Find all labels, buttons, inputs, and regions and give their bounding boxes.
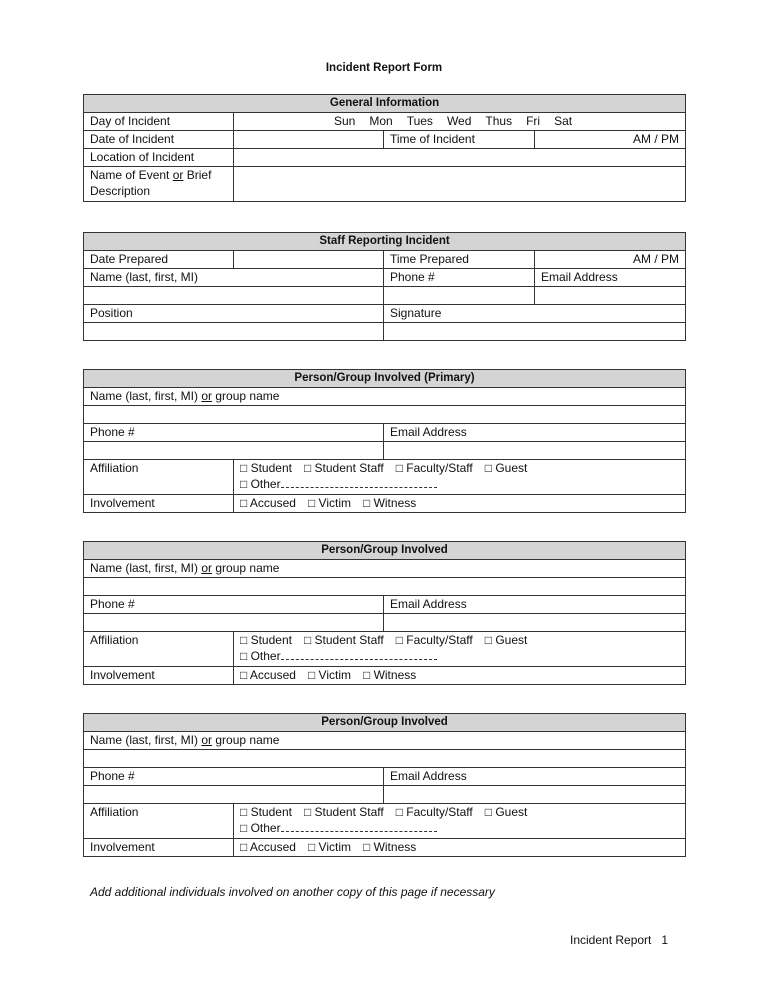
involvement-accused-checkbox[interactable]: □ Accused [240, 840, 296, 854]
page-title: Incident Report Form [325, 62, 443, 74]
date-prepared-field[interactable] [234, 251, 384, 269]
involvement-accused-checkbox[interactable]: □ Accused [240, 496, 296, 510]
staff-reporting-header: Staff Reporting Incident [84, 233, 686, 251]
involvement-label: Involvement [84, 495, 234, 513]
time-prepared-label: Time Prepared [384, 251, 535, 269]
person-name-label: Name (last, first, MI) or group name [84, 732, 686, 750]
person-email-label: Email Address [384, 768, 686, 786]
day-of-incident-label: Day of Incident [84, 113, 234, 131]
involvement-accused-checkbox[interactable]: □ Accused [240, 668, 296, 682]
person-header: Person/Group Involved [84, 542, 686, 560]
involvement-label: Involvement [84, 839, 234, 857]
affiliation-student-staff-checkbox[interactable]: □ Student Staff [303, 633, 384, 647]
affiliation-student-staff-checkbox[interactable]: □ Student Staff [303, 805, 384, 819]
person-header: Person/Group Involved [84, 714, 686, 732]
involvement-options [234, 495, 686, 513]
day-wed[interactable]: Wed [446, 114, 472, 128]
location-label: Location of Incident [84, 149, 234, 167]
other-blank-line[interactable] [281, 820, 437, 832]
day-mon[interactable]: Mon [369, 114, 393, 128]
date-of-incident-label: Date of Incident [84, 131, 234, 149]
day-tues[interactable]: Tues [406, 114, 433, 128]
other-blank-line[interactable] [281, 648, 437, 660]
involvement-witness-checkbox[interactable]: □ Witness [362, 668, 417, 682]
person-phone-field[interactable] [84, 442, 384, 460]
other-blank-line[interactable] [281, 476, 437, 488]
affiliation-label: Affiliation [84, 804, 234, 839]
involvement-label: Involvement [84, 667, 234, 685]
person-email-label: Email Address [384, 424, 686, 442]
affiliation-guest-checkbox[interactable]: □ Guest [484, 805, 528, 819]
involvement-victim-checkbox[interactable]: □ Victim [307, 840, 351, 854]
additional-individuals-note: Add additional individuals involved on another copy of this page if necessary [90, 885, 495, 899]
person-phone-label: Phone # [84, 424, 384, 442]
page-footer [570, 933, 668, 947]
involvement-victim-checkbox[interactable]: □ Victim [307, 496, 351, 510]
person-phone-label: Phone # [84, 596, 384, 614]
affiliation-faculty-staff-checkbox[interactable]: □ Faculty/Staff [395, 805, 473, 819]
person-phone-label: Phone # [84, 768, 384, 786]
staff-phone-field[interactable] [384, 287, 535, 305]
position-field[interactable] [84, 323, 384, 341]
time-of-incident-label: Time of Incident [384, 131, 535, 149]
person-email-label: Email Address [384, 596, 686, 614]
affiliation-faculty-staff-checkbox[interactable]: □ Faculty/Staff [395, 633, 473, 647]
event-description-field[interactable] [234, 167, 686, 202]
involvement-witness-checkbox[interactable]: □ Witness [362, 496, 417, 510]
footer-label: Incident Report [570, 933, 652, 947]
position-label: Position [84, 305, 384, 323]
day-thus[interactable]: Thus [485, 114, 513, 128]
time-prepared-ampm[interactable]: AM / PM [535, 251, 686, 269]
general-information-table [83, 94, 686, 202]
affiliation-other-checkbox[interactable]: □ Other [240, 821, 281, 835]
person-group-table-2 [83, 541, 686, 685]
person-name-label: Name (last, first, MI) or group name [84, 388, 686, 406]
person-phone-field[interactable] [84, 786, 384, 804]
day-sun[interactable]: Sun [334, 114, 356, 128]
involvement-victim-checkbox[interactable]: □ Victim [307, 668, 351, 682]
affiliation-other-checkbox[interactable]: □ Other [240, 649, 281, 663]
affiliation-student-staff-checkbox[interactable]: □ Student Staff [303, 461, 384, 475]
affiliation-student-checkbox[interactable]: □ Student [240, 805, 292, 819]
staff-phone-label: Phone # [384, 269, 535, 287]
affiliation-student-checkbox[interactable]: □ Student [240, 633, 292, 647]
affiliation-student-checkbox[interactable]: □ Student [240, 461, 292, 475]
involvement-options [234, 839, 686, 857]
staff-name-field[interactable] [84, 287, 384, 305]
person-email-field[interactable] [384, 786, 686, 804]
affiliation-label: Affiliation [84, 460, 234, 495]
affiliation-label: Affiliation [84, 632, 234, 667]
person-email-field[interactable] [384, 442, 686, 460]
general-information-header: General Information [84, 95, 686, 113]
person-name-field[interactable] [84, 406, 686, 424]
date-of-incident-field[interactable] [234, 131, 384, 149]
time-of-incident-ampm[interactable]: AM / PM [535, 131, 686, 149]
signature-label: Signature [384, 305, 686, 323]
affiliation-faculty-staff-checkbox[interactable]: □ Faculty/Staff [395, 461, 473, 475]
person-header: Person/Group Involved (Primary) [84, 370, 686, 388]
day-sat[interactable]: Sat [554, 114, 573, 128]
affiliation-other-checkbox[interactable]: □ Other [240, 477, 281, 491]
staff-reporting-table [83, 232, 686, 341]
staff-email-label: Email Address [535, 269, 686, 287]
event-description-label: Name of Event or Brief Description [84, 167, 234, 202]
person-group-table-3 [83, 713, 686, 857]
person-name-field[interactable] [84, 578, 686, 596]
person-group-primary-table [83, 369, 686, 513]
page-number: 1 [661, 933, 669, 947]
affiliation-guest-checkbox[interactable]: □ Guest [484, 633, 528, 647]
involvement-witness-checkbox[interactable]: □ Witness [362, 840, 417, 854]
involvement-options [234, 667, 686, 685]
signature-field[interactable] [384, 323, 686, 341]
affiliation-options [234, 460, 686, 495]
day-options[interactable] [234, 113, 686, 131]
day-fri[interactable]: Fri [526, 114, 541, 128]
affiliation-guest-checkbox[interactable]: □ Guest [484, 461, 528, 475]
staff-email-field[interactable] [535, 287, 686, 305]
person-name-field[interactable] [84, 750, 686, 768]
affiliation-options [234, 804, 686, 839]
person-email-field[interactable] [384, 614, 686, 632]
location-field[interactable] [234, 149, 686, 167]
affiliation-options [234, 632, 686, 667]
person-name-label: Name (last, first, MI) or group name [84, 560, 686, 578]
staff-name-label: Name (last, first, MI) [84, 269, 384, 287]
person-phone-field[interactable] [84, 614, 384, 632]
date-prepared-label: Date Prepared [84, 251, 234, 269]
